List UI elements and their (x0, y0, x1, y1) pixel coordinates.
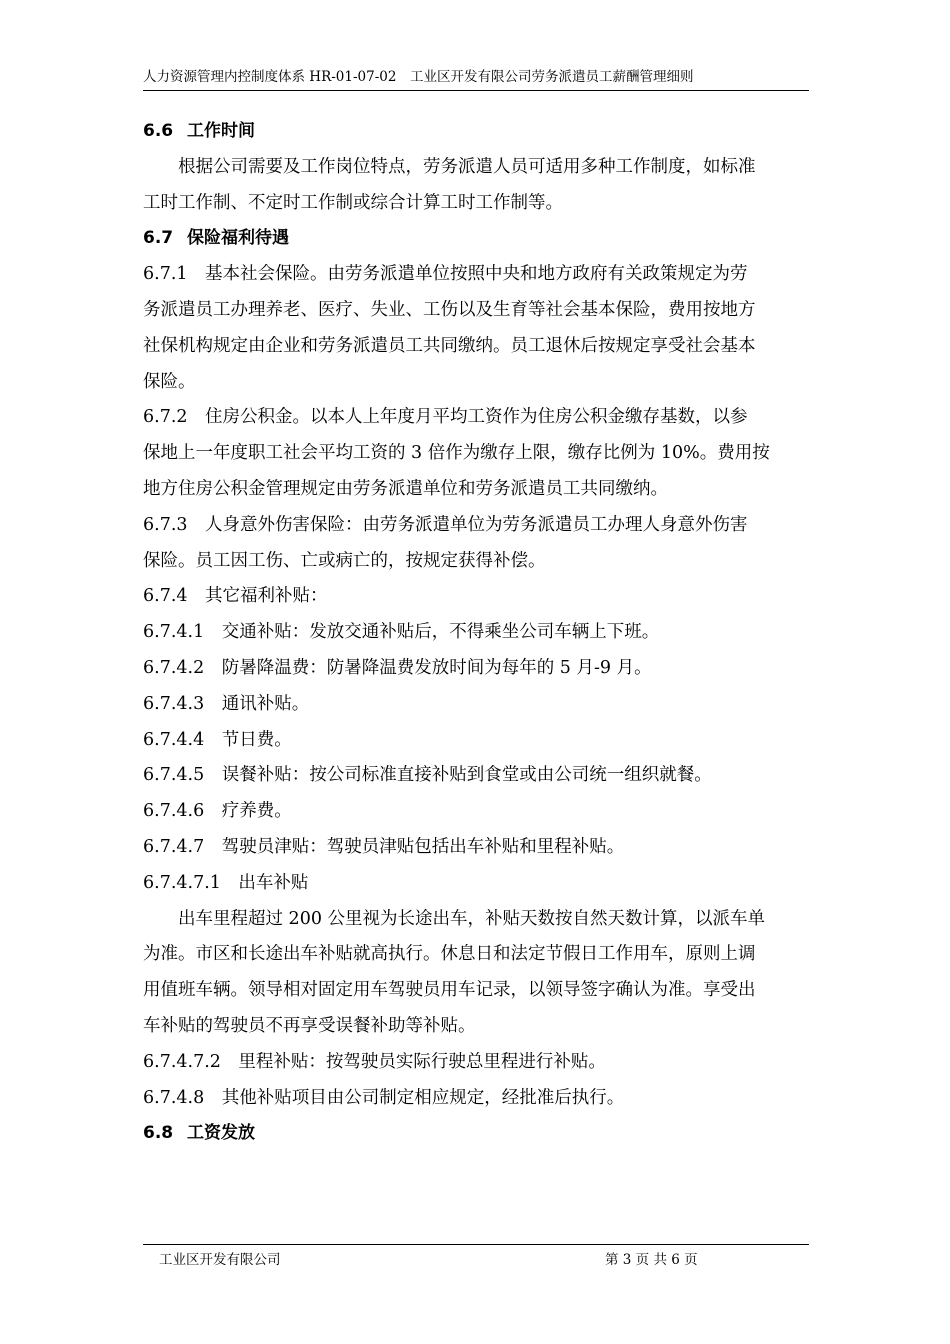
page-footer (143, 1244, 809, 1268)
section-number: 6.6 (143, 121, 174, 141)
paragraph-line: 务派遣员工办理养老、医疗、失业、工伤以及生育等社会基本保险，费用按地方 (143, 299, 756, 320)
paragraph-line: 保地上一年度职工社会平均工资的 3 倍作为缴存上限，缴存比例为 10%。费用按 (143, 443, 770, 464)
paragraph-line: 保险。 (143, 371, 196, 392)
section-heading (143, 1116, 811, 1152)
paragraph-line: 6.7.4.7 驾驶员津贴：驾驶员津贴包括出车补贴和里程补贴。 (143, 836, 625, 857)
section-title: 工作时间 (187, 121, 255, 141)
section-number: 6.7 (143, 228, 174, 249)
paragraph-line: 6.7.4.4 节日费。 (143, 729, 292, 750)
section-title: 工资发放 (187, 1123, 255, 1144)
section-title: 保险福利待遇 (187, 228, 289, 249)
section-heading (143, 221, 811, 257)
section-heading (143, 114, 811, 150)
page-header (143, 64, 809, 91)
paragraph-line: 6.7.3 人身意外伤害保险：由劳务派遣单位为劳务派遣员工办理人身意外伤害 (143, 514, 748, 535)
paragraph-line: 保险。员工因工伤、亡或病亡的，按规定获得补偿。 (143, 550, 546, 571)
paragraph-line: 为准。市区和长途出车补贴就高执行。休息日和法定节假日工作用车，原则上调 (143, 944, 756, 965)
paragraph-line: 6.7.4.3 通讯补贴。 (143, 693, 310, 714)
paragraph-line: 6.7.4 其它福利补贴： (143, 586, 328, 607)
page-number: 第 3 页 共 6 页 (605, 1252, 698, 1268)
paragraph-line: 6.7.4.5 误餐补贴：按公司标准直接补贴到食堂或由公司统一组织就餐。 (143, 765, 712, 786)
paragraph-line: 社保机构规定由企业和劳务派遣员工共同缴纳。员工退休后按规定享受社会基本 (143, 335, 756, 356)
paragraph-line: 地方住房公积金管理规定由劳务派遣单位和劳务派遣员工共同缴纳。 (143, 478, 668, 499)
paragraph-line: 用值班车辆。领导相对固定用车驾驶员用车记录，以领导签字确认为准。享受出 (143, 980, 756, 1001)
paragraph-line: 6.7.1 基本社会保险。由劳务派遣单位按照中央和地方政府有关政策规定为劳 (143, 264, 748, 285)
paragraph-line: 6.7.4.7.2 里程补贴：按驾驶员实际行驶总里程进行补贴。 (143, 1051, 606, 1072)
paragraph-line: 6.7.4.7.1 出车补贴 (143, 872, 309, 893)
paragraph-line: 6.7.4.1 交通补贴：发放交通补贴后，不得乘坐公司车辆上下班。 (143, 622, 660, 643)
paragraph-line: 6.7.4.2 防暑降温费：防暑降温费发放时间为每年的 5 月-9 月。 (143, 657, 652, 678)
paragraph-line: 6.7.4.6 疗养费。 (143, 801, 292, 822)
section-number: 6.8 (143, 1123, 174, 1144)
paragraph-line: 出车里程超过 200 公里视为长途出车，补贴天数按自然天数计算，以派车单 (143, 908, 766, 929)
paragraph-line: 车补贴的驾驶员不再享受误餐补助等补贴。 (143, 1015, 476, 1036)
paragraph-line: 工时工作制、不定时工作制或综合计算工时工作制等。 (143, 192, 563, 213)
header-text: 人力资源管理内控制度体系 HR-01-07-02 工业区开发有限公司劳务派遣员工薪酬管理细则 (143, 69, 694, 85)
footer-company: 工业区开发有限公司 (159, 1252, 281, 1268)
paragraph-line: 6.7.2 住房公积金。以本人上年度月平均工资作为住房公积金缴存基数，以参 (143, 407, 748, 428)
document-body (143, 114, 811, 1152)
paragraph-line: 根据公司需要及工作岗位特点，劳务派遣人员可适用多种工作制度，如标准 (143, 156, 756, 177)
paragraph-line: 6.7.4.8 其他补贴项目由公司制定相应规定，经批准后执行。 (143, 1087, 625, 1108)
